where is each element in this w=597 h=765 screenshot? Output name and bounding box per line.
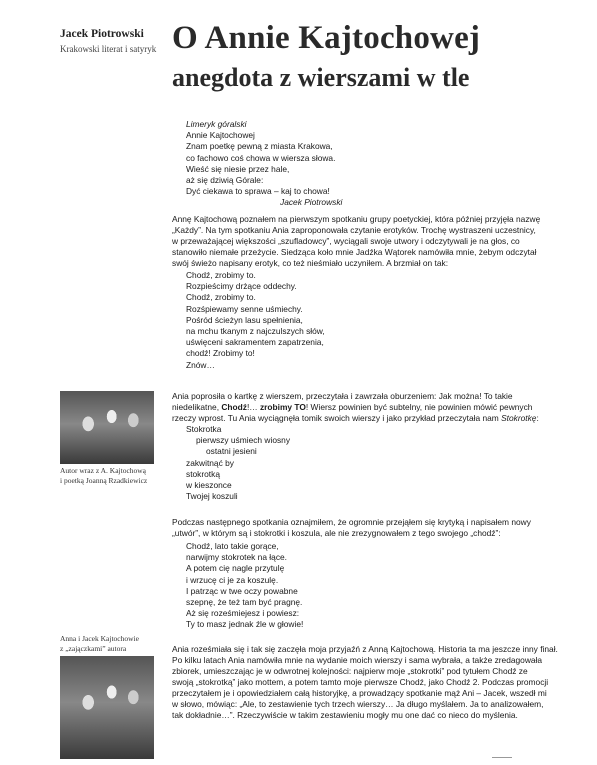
text-line: „utwór”, w którym są i stokrotki i koszula, ale nie zrezygnowałem z tego swojego „chodź”: (172, 528, 501, 539)
poem-line: stokrotką (186, 468, 220, 479)
text-line: swoją „stokrotką” jako mottem, a potem tamto moje pierwsze Chodź, jako Chodź 2. Podczas promocji (172, 677, 549, 688)
poem-line: Chodź, lato takie gorące, (186, 541, 279, 551)
poem-line: I patrząc w twe oczy powabne (186, 585, 298, 596)
text-line: niedelikatne, Chodź!… zrobimy TO! Wiersz powinien być subtelny, nie powinien mówić pewnych (172, 402, 533, 413)
text-line: rzeczy wprost. Tu Ania wyciągnęła tomik swoich wierszy i jako przykład przeczytała nam Stokrotkę: (172, 413, 539, 424)
poem-line: co fachowo coś chowa w wiersza słowa. (186, 152, 336, 163)
poem-line: na mchu tkanym z najczulszych słów, (186, 326, 325, 337)
article-subtitle: anegdota z wierszami w tle (172, 63, 470, 92)
poem-line: Rozśpiewamy senne uśmiechy. (186, 303, 303, 314)
text-line: Po kilku latach Ania namówiła mnie na wydanie moich wierszy i sama wybrała, a także zredagowała (172, 655, 543, 666)
poem-line: w kieszonce (186, 480, 232, 491)
poem-line: Stokrotka (186, 424, 222, 434)
poem-line: Chodź, zrobimy to. (186, 292, 256, 303)
poem-line: Znam poetkę pewną z miasta Krakowa, (186, 141, 333, 152)
text-line: stanowiło niemałe przeżycie. Siedząca koło mnie Jadźka Wątorek namówiła mnie, żebym odczytał (172, 247, 537, 258)
article-title: O Annie Kajtochowej (172, 20, 481, 56)
text-line: zbiorek, umieszczając je w odwrotnej kolejności: najpierw moje „stokrotki” pod tytułem Chodź ze (172, 666, 528, 677)
poem-chodz (186, 270, 325, 371)
paragraph-3 (172, 517, 532, 539)
caption-line: Autor wraz z A. Kajtochową (60, 466, 147, 475)
limerick-signature: Jacek Piotrowski (280, 197, 343, 208)
poem-line: Rozpieścimy drżące oddechy. (186, 281, 297, 292)
caption-line: Anna i Jacek Kajtochowie (60, 634, 139, 643)
text-line: „Każdy”. Na tym spotkaniu Ania zaproponowała czytanie erotyków. Trochę wystraszeni uczestnicy, (172, 225, 536, 236)
limerick (186, 119, 342, 209)
poem-line: aż się dziwią Górale: (186, 175, 264, 186)
caption-line: i poetką Joanną Rzadkiewicz (60, 476, 148, 485)
text-line: przeczytałem je i opowiedziałem całą historyjkę, a prowadzący spotkanie mąż Ani – Jacek, wszedł mi (172, 688, 547, 699)
author-subtitle: Krakowski literat i satyryk (60, 44, 157, 54)
poem-lato (186, 541, 303, 631)
poem-stokrotka (186, 424, 290, 502)
photo-kajtoch-couple (60, 656, 154, 759)
poem-line: i wrzucę ci je za koszulę. (186, 574, 279, 585)
photo-caption-1 (60, 466, 170, 486)
poem-line: pierwszy uśmiech wiosny (196, 435, 291, 446)
limerick-label: Limeryk góralski (186, 119, 247, 129)
poem-line: chodź! Zrobimy to! (186, 348, 255, 359)
paragraph-1 (172, 214, 541, 269)
poem-line: ostatni jesieni (206, 446, 257, 457)
poem-line: Ty to masz jednak źle w głowie! (186, 619, 304, 630)
poem-line: Pośród ścieżyn lasu spełnienia, (186, 314, 303, 325)
paragraph-2 (172, 391, 539, 424)
poem-line: Annie Kajtochowej (186, 130, 255, 141)
paragraph-4 (172, 644, 558, 721)
poem-line: Znów… (186, 359, 215, 370)
author-name: Jacek Piotrowski (60, 28, 144, 40)
footer-rule (492, 757, 512, 758)
poem-line: narwijmy stokrotek na łące. (186, 552, 288, 563)
text-line: w przeważającej większości „szufladowcy”, wyciągali swoje utwory i odczytywali je na głos, co (172, 236, 520, 247)
text-line: Ania poprosiła o kartkę z wierszem, przeczytała i zawrzała oburzeniem: Jak można! To takie (172, 391, 513, 401)
text-line: swój świeżo napisany erotyk, co też nieśmiało uczyniłem. A brzmiał on tak: (172, 258, 449, 269)
poem-line: zakwitnąć by (186, 457, 234, 468)
caption-line: z „zajączkami” autora (60, 644, 127, 653)
photo-author-group (60, 391, 154, 464)
text-line: w słowo, mówiąc: „Ale, to zestawienie tych trzech wierszy… Ja długo myślałem. Ja to analizowałem, (172, 699, 544, 710)
poem-line: Dyć ciekawa to sprawa – kaj to chowa! (186, 186, 330, 197)
poem-line: Aż się roześmiejesz i powiesz: (186, 608, 300, 619)
text-line: Annę Kajtochową poznałem na pierwszym spotkaniu grupy poetyckiej, która później przyjęła nazwę (172, 214, 541, 224)
poem-line: uświęceni sakramentem zapatrzenia, (186, 337, 324, 348)
text-line: tak dokładnie…”. Rzeczywiście w takim zestawieniu mogły mu one dać co nieco do myślenia. (172, 710, 518, 721)
photo-caption-2 (60, 634, 170, 654)
poem-line: Wieść się niesie przez hale, (186, 163, 290, 174)
poem-line: Twojej koszuli (186, 491, 238, 502)
poem-line: szepnę, że też tam być pragnę. (186, 597, 303, 608)
poem-line: A potem cię nagle przytulę (186, 563, 285, 574)
text-line: Podczas następnego spotkania oznajmiłem, że ogromnie przejąłem się krytyką i napisałem nowy (172, 517, 531, 527)
poem-line: Chodź, zrobimy to. (186, 270, 256, 280)
text-line: Ania roześmiała się i tak się zaczęła moja przyjaźń z Anną Kajtochową. Historia ta ma jeszcze inny finał. (172, 644, 558, 654)
